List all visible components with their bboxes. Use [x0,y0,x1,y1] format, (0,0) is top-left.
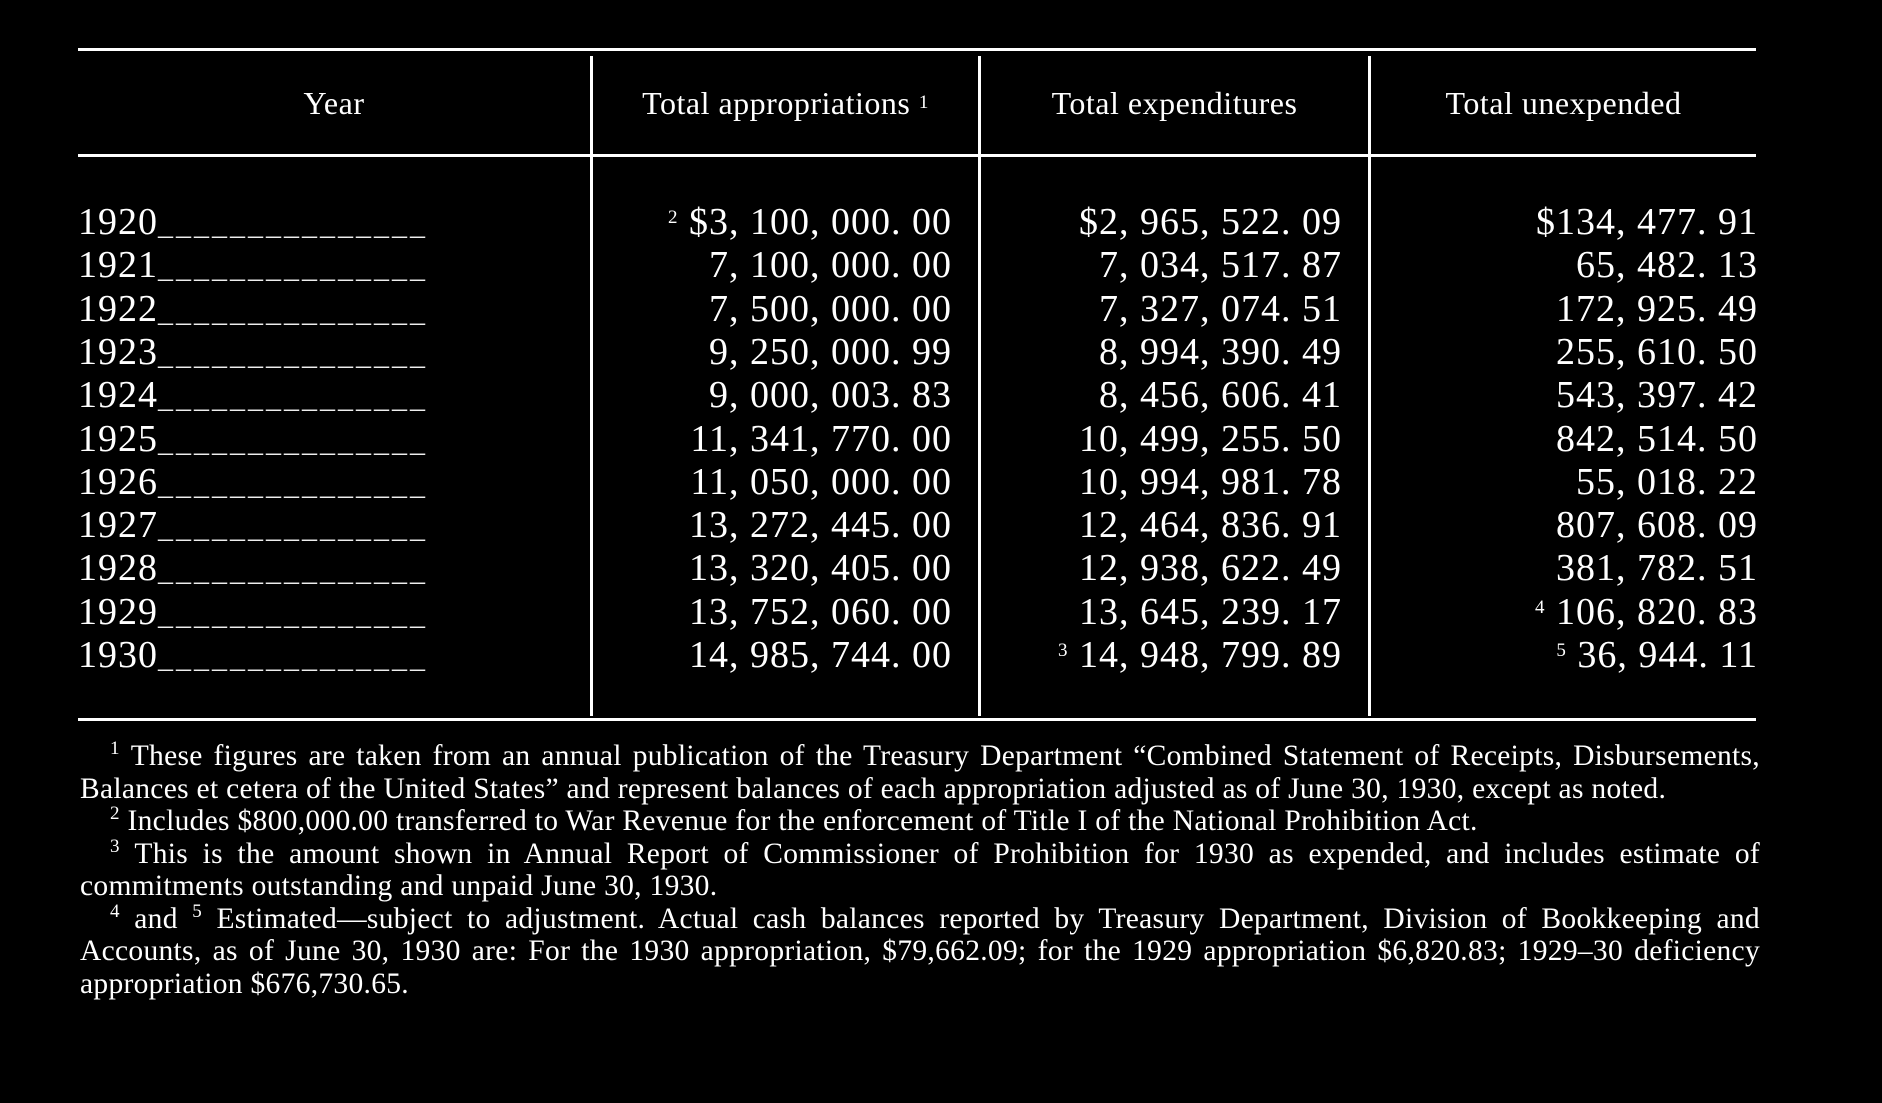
leader-dots: _______________ [158,424,428,458]
unexpended-cell [1380,200,1758,244]
footnote-text: Estimated—subject to adjustment. Actual cash balances reported by Treasury Department, Division of Bookkeeping and Accounts, as of June 30, 1930 are: For the 1930 appropriation, $79,662.09; for the 1929 appropriation $6,820.83; 1929–30 deficiency appropriation $676,730.65. [80,902,1760,1000]
footnote-mark: 1 [110,738,120,759]
year-value: 1928 [78,547,158,590]
table-row [0,287,1882,330]
appropriations-cell [600,590,952,634]
amount-value: 55, 018. 22 [1576,460,1758,503]
table-row [0,373,1882,416]
footnote-mark: 2 [110,803,120,824]
header-total-appropriations: Total appropriations 1 [642,84,929,121]
footnote-mark: 4 [1535,596,1546,618]
appropriations-cell [600,243,952,287]
amount-value: 106, 820. 83 [1556,590,1758,633]
expenditures-cell [990,503,1342,547]
amount-value: $134, 477. 91 [1536,201,1758,243]
amount-value: 9, 000, 003. 83 [709,374,952,417]
amount-value: 11, 050, 000. 00 [690,460,952,503]
appropriations-cell [600,633,952,677]
top-rule [78,48,1756,51]
leader-dots: _______________ [158,294,428,328]
leader-dots: _______________ [158,251,428,285]
footnote-mark: 5 [192,900,202,922]
footnote-mark: 3 [1058,640,1069,661]
expenditures-cell [990,373,1342,417]
amount-value: 13, 645, 239. 17 [1079,590,1342,633]
appropriations-cell [600,417,952,461]
header-total-unexpended [1371,78,1756,128]
amount-value: 13, 272, 445. 00 [689,504,952,547]
footnote-2 [80,805,1760,838]
amount-value: 8, 994, 390. 49 [1099,330,1342,373]
footnote-4-5 [80,900,1760,1001]
footnote-text: Includes $800,000.00 transferred to War Revenue for the enforcement of Title I of the National Prohibition Act. [127,805,1478,837]
footnote-mark: 5 [1556,640,1567,661]
amount-value: 255, 610. 50 [1556,330,1758,373]
unexpended-cell [1380,330,1758,374]
amount-value: 14, 948, 799. 89 [1079,634,1342,676]
header-appropriations-label: Total appropriations [642,84,911,121]
amount-value: 36, 944. 11 [1577,634,1758,676]
amount-value: 7, 034, 517. 87 [1099,244,1342,287]
appropriations-cell [600,503,952,547]
year-cell [78,590,588,634]
footnote-3 [80,835,1760,903]
expenditures-cell [990,460,1342,504]
unexpended-cell [1380,503,1758,547]
unexpended-cell [1380,590,1758,634]
leader-dots: _______________ [158,641,428,674]
header-total-expenditures [981,78,1368,128]
header-year-label: Year [303,84,365,121]
footnote-1 [80,740,1760,805]
expenditures-cell [990,633,1342,677]
amount-value: 13, 320, 405. 00 [689,547,952,590]
leader-dots: _______________ [158,208,428,241]
amount-value: 8, 456, 606. 41 [1099,374,1342,417]
appropriations-cell [600,287,952,331]
year-value: 1923 [78,330,158,373]
appropriations-cell [600,330,952,374]
unexpended-cell [1380,243,1758,287]
year-value: 1921 [78,244,158,287]
amount-value: 10, 994, 981. 78 [1079,460,1342,503]
table-row [0,503,1882,546]
header-expenditures-label: Total expenditures [1051,84,1298,121]
amount-value: $2, 965, 522. 09 [1079,201,1342,243]
table-row [0,330,1882,373]
year-value: 1920 [78,201,158,243]
year-cell [78,503,588,547]
appropriations-cell [600,200,952,244]
year-cell [78,200,588,244]
amount-value: 11, 341, 770. 00 [690,417,952,460]
bottom-rule [78,718,1756,721]
year-cell [78,417,588,461]
footnote-mark: 2 [668,207,679,228]
leader-dots: _______________ [158,337,428,371]
table-row [0,417,1882,460]
header-rule [78,154,1756,157]
footnote-joiner: and [134,902,178,935]
year-cell [78,373,588,417]
leader-dots: _______________ [158,467,428,501]
unexpended-cell [1380,417,1758,461]
table-row [0,460,1882,503]
unexpended-cell [1380,373,1758,417]
amount-value: 381, 782. 51 [1556,547,1758,590]
footnote-mark: 4 [110,900,120,922]
table-row [0,243,1882,286]
leader-dots: _______________ [158,511,428,545]
amount-value: 13, 752, 060. 00 [689,590,952,633]
year-value: 1927 [78,504,158,547]
leader-dots: _______________ [158,597,428,631]
footnote-mark: 3 [110,835,120,857]
amount-value: 12, 938, 622. 49 [1079,547,1342,590]
amount-value: 7, 500, 000. 00 [709,287,952,330]
table-row [0,200,1882,243]
expenditures-cell [990,243,1342,287]
amount-value: 14, 985, 744. 00 [689,634,952,676]
footnote-text: These figures are taken from an annual publication of the Treasury Department “Combined Statement of Receipts, Disbursements, Balances et cetera of the United States” and represent balances of each appropriation adjusted as of June 30, 1930, except as noted. [80,740,1760,805]
expenditures-cell [990,590,1342,634]
unexpended-cell [1380,460,1758,504]
header-unexpended-label: Total unexpended [1445,84,1682,121]
amount-value: 543, 397. 42 [1556,374,1758,417]
footnote-text: This is the amount shown in Annual Report of Commissioner of Prohibition for 1930 as expended, and includes estimate of commitments outstanding and unpaid June 30, 1930. [80,837,1760,902]
unexpended-cell [1380,287,1758,331]
unexpended-cell [1380,633,1758,677]
year-cell [78,287,588,331]
year-value: 1930 [78,634,158,676]
appropriations-cell [600,546,952,590]
year-cell [78,633,588,677]
table-row [0,633,1882,676]
amount-value: 10, 499, 255. 50 [1079,417,1342,460]
amount-value: 172, 925. 49 [1556,287,1758,330]
expenditures-cell [990,330,1342,374]
leader-dots: _______________ [158,554,428,588]
table-row [0,590,1882,633]
year-cell [78,330,588,374]
expenditures-cell [990,546,1342,590]
amount-value: 65, 482. 13 [1576,244,1758,287]
amount-value: 842, 514. 50 [1556,417,1758,460]
amount-value: 7, 100, 000. 00 [709,244,952,287]
amount-value: 807, 608. 09 [1556,504,1758,547]
year-value: 1929 [78,590,158,633]
year-value: 1925 [78,417,158,460]
year-value: 1922 [78,287,158,330]
footnotes [80,740,1760,1000]
appropriations-cell [600,460,952,504]
unexpended-cell [1380,546,1758,590]
amount-value: $3, 100, 000. 00 [689,201,952,243]
amount-value: 12, 464, 836. 91 [1079,504,1342,547]
year-value: 1924 [78,374,158,417]
expenditures-cell [990,417,1342,461]
year-cell [78,546,588,590]
year-value: 1926 [78,460,158,503]
expenditures-cell [990,287,1342,331]
amount-value: 9, 250, 000. 99 [709,330,952,373]
appropriations-cell [600,373,952,417]
table-row [0,546,1882,589]
year-cell [78,243,588,287]
header-year [78,78,590,128]
year-cell [78,460,588,504]
amount-value: 7, 327, 074. 51 [1099,287,1342,330]
leader-dots: _______________ [158,381,428,415]
expenditures-cell [990,200,1342,244]
